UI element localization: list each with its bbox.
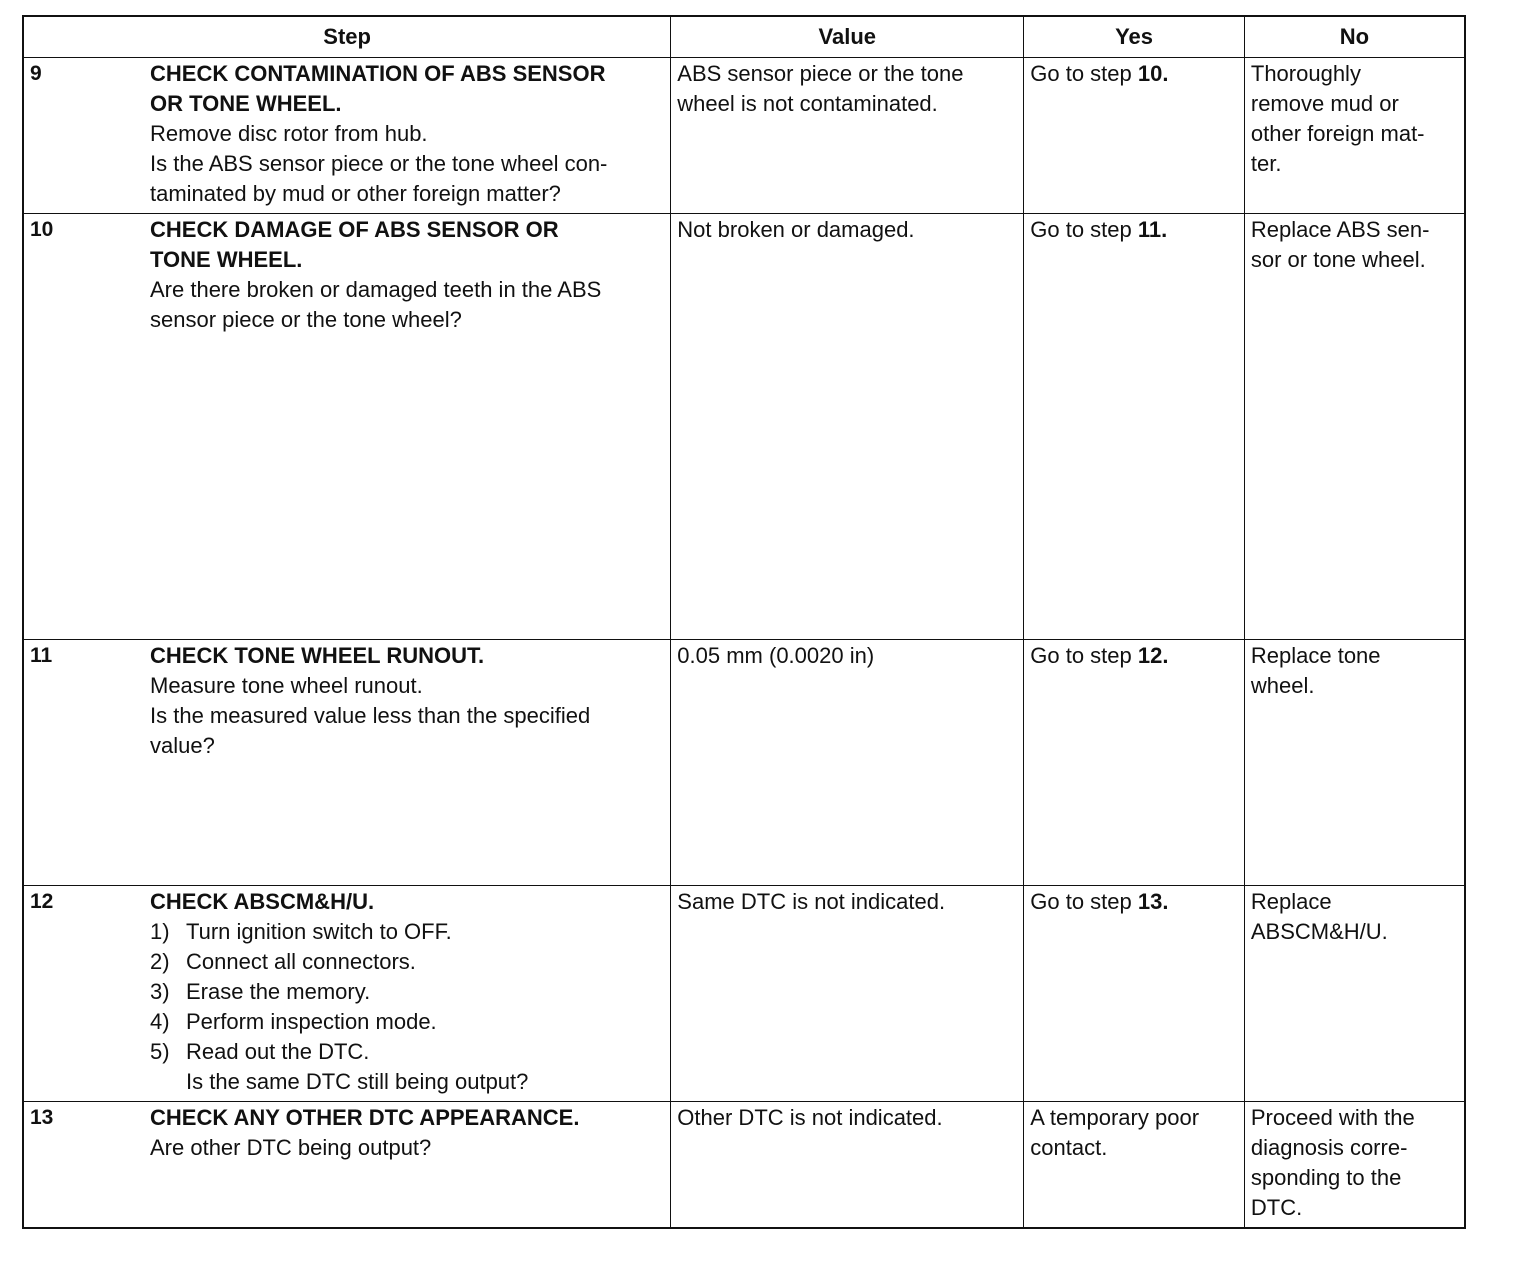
value-text: Same DTC is not indicated. bbox=[677, 889, 946, 914]
step-title: CHECK TONE WHEEL RUNOUT. bbox=[150, 643, 485, 668]
value-cell bbox=[671, 1102, 1024, 1229]
step-title: CHECK ABSCM&H/U. bbox=[150, 889, 375, 914]
step-text: Measure tone wheel runout. bbox=[150, 673, 423, 698]
no-text: wheel. bbox=[1250, 673, 1315, 698]
procedure-text: Read out the DTC. bbox=[186, 1039, 370, 1064]
step-title: CHECK CONTAMINATION OF ABS SENSOR bbox=[150, 61, 606, 86]
yes-text: Go to step bbox=[1030, 61, 1138, 86]
value-text: ABS sensor piece or the tone bbox=[677, 61, 964, 86]
step-title: CHECK DAMAGE OF ABS SENSOR OR bbox=[150, 217, 559, 242]
procedure-number: 2) bbox=[150, 949, 170, 974]
table-row bbox=[23, 58, 1465, 214]
step-text: Remove disc rotor from hub. bbox=[150, 121, 428, 146]
no-cell bbox=[1244, 58, 1465, 214]
yes-step-ref: 12. bbox=[1137, 643, 1169, 668]
step-cell bbox=[23, 886, 671, 1102]
value-text: Other DTC is not indicated. bbox=[677, 1105, 943, 1130]
header-value: Value bbox=[671, 16, 1024, 58]
value-text: wheel is not contaminated. bbox=[677, 91, 938, 116]
step-text: Are other DTC being output? bbox=[150, 1135, 432, 1160]
step-text: Are there broken or damaged teeth in the ABS bbox=[150, 277, 602, 302]
step-title: OR TONE WHEEL. bbox=[150, 91, 342, 116]
yes-text: Go to step bbox=[1030, 889, 1138, 914]
yes-text: Go to step bbox=[1030, 643, 1138, 668]
step-number: 9 bbox=[30, 62, 42, 85]
value-cell bbox=[671, 58, 1024, 214]
no-text: ter. bbox=[1250, 151, 1282, 176]
yes-cell bbox=[1024, 214, 1245, 640]
procedure-number: 3) bbox=[150, 979, 170, 1004]
yes-text: Go to step bbox=[1030, 217, 1138, 242]
diagnosis-table bbox=[22, 15, 1466, 1229]
yes-step-ref: 11. bbox=[1137, 217, 1168, 242]
value-cell bbox=[671, 640, 1024, 886]
yes-cell bbox=[1024, 1102, 1245, 1229]
table-row bbox=[23, 214, 1465, 640]
step-text: Is the ABS sensor piece or the tone wheel con- bbox=[150, 151, 608, 176]
procedure-text: Erase the memory. bbox=[186, 979, 371, 1004]
value-cell bbox=[671, 214, 1024, 640]
table-row bbox=[23, 1102, 1465, 1229]
step-number: 11 bbox=[30, 644, 53, 667]
value-text: 0.05 mm (0.0020 in) bbox=[677, 643, 875, 668]
header-step: Step bbox=[23, 16, 671, 58]
step-text: sensor piece or the tone wheel? bbox=[150, 307, 462, 332]
no-cell bbox=[1244, 214, 1465, 640]
procedure-number: 1) bbox=[150, 919, 170, 944]
procedure-text: Connect all connectors. bbox=[186, 949, 416, 974]
step-number: 13 bbox=[30, 1106, 54, 1129]
no-text: Replace bbox=[1250, 889, 1332, 914]
no-text: Replace ABS sen- bbox=[1250, 217, 1430, 242]
procedure-text: Perform inspection mode. bbox=[186, 1009, 437, 1034]
no-text: Replace tone bbox=[1250, 643, 1381, 668]
yes-text: A temporary poor bbox=[1030, 1105, 1200, 1130]
procedure-text: Turn ignition switch to OFF. bbox=[186, 919, 452, 944]
procedure-item bbox=[150, 917, 662, 947]
procedure-number: 5) bbox=[150, 1039, 170, 1064]
table-row bbox=[23, 640, 1465, 886]
step-number: 12 bbox=[30, 890, 54, 913]
yes-step-ref: 13. bbox=[1137, 889, 1169, 914]
no-text: Thoroughly bbox=[1250, 61, 1361, 86]
header-row bbox=[23, 16, 1465, 58]
no-text: other foreign mat- bbox=[1250, 121, 1425, 146]
yes-cell bbox=[1024, 640, 1245, 886]
yes-text: contact. bbox=[1030, 1135, 1108, 1160]
yes-cell bbox=[1024, 58, 1245, 214]
no-text: sponding to the bbox=[1250, 1165, 1402, 1190]
step-cell bbox=[23, 1102, 671, 1229]
step-number: 10 bbox=[30, 218, 54, 241]
procedure-item bbox=[150, 947, 662, 977]
step-cell bbox=[23, 58, 671, 214]
table-row bbox=[23, 886, 1465, 1102]
step-text: value? bbox=[150, 733, 215, 758]
procedure-list bbox=[150, 917, 662, 1067]
no-text: remove mud or bbox=[1250, 91, 1399, 116]
step-title: TONE WHEEL. bbox=[150, 247, 303, 272]
value-text: Not broken or damaged. bbox=[677, 217, 915, 242]
header-no: No bbox=[1244, 16, 1465, 58]
no-text: Proceed with the bbox=[1250, 1105, 1415, 1130]
no-cell bbox=[1244, 640, 1465, 886]
step-text: Is the measured value less than the specified bbox=[150, 703, 591, 728]
procedure-item bbox=[150, 977, 662, 1007]
step-title: CHECK ANY OTHER DTC APPEARANCE. bbox=[150, 1105, 580, 1130]
step-text: taminated by mud or other foreign matter? bbox=[150, 181, 561, 206]
no-text: ABSCM&H/U. bbox=[1250, 919, 1388, 944]
no-text: diagnosis corre- bbox=[1250, 1135, 1408, 1160]
no-text: DTC. bbox=[1250, 1195, 1303, 1220]
header-yes: Yes bbox=[1024, 16, 1245, 58]
no-cell bbox=[1244, 886, 1465, 1102]
procedure-item bbox=[150, 1037, 662, 1067]
no-cell bbox=[1244, 1102, 1465, 1229]
procedure-number: 4) bbox=[150, 1009, 170, 1034]
procedure-question: Is the same DTC still being output? bbox=[186, 1069, 529, 1094]
value-cell bbox=[671, 886, 1024, 1102]
step-cell bbox=[23, 214, 671, 640]
yes-step-ref: 10. bbox=[1137, 61, 1169, 86]
procedure-item bbox=[150, 1007, 662, 1037]
no-text: sor or tone wheel. bbox=[1250, 247, 1426, 272]
yes-cell bbox=[1024, 886, 1245, 1102]
step-cell bbox=[23, 640, 671, 886]
